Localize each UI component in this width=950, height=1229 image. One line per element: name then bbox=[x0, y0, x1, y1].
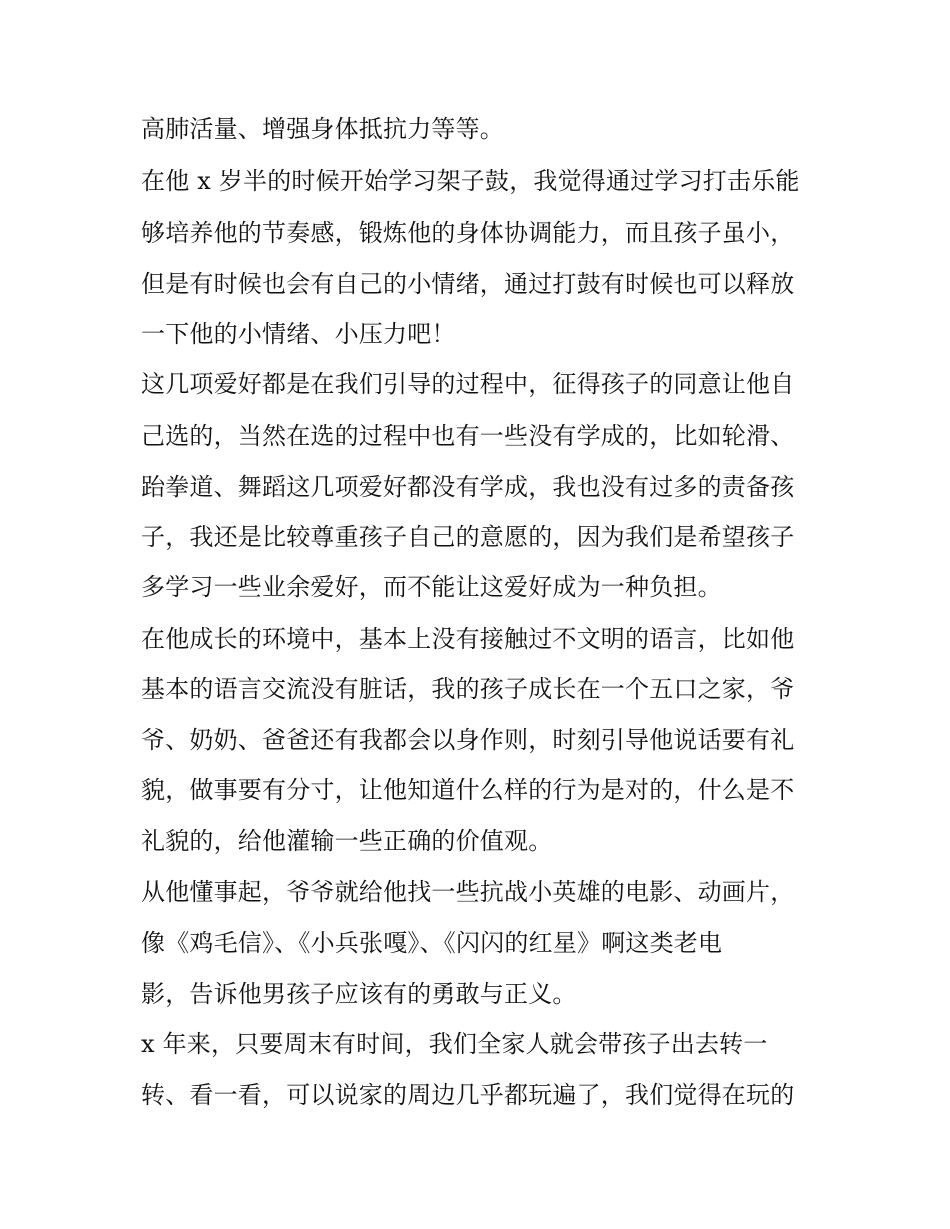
text-line: 多学习一些业余爱好，而不能让这爱好成为一种负担。 bbox=[141, 573, 722, 601]
text-line: 影，告诉他男孩子应该有的勇敢与正义。 bbox=[141, 980, 577, 1008]
text-line: 像《鸡毛信》、《小兵张嘎》、《闪闪的红星》啊这类老电 bbox=[141, 929, 723, 957]
text-line: 在他 x 岁半的时候开始学习架子鼓，我觉得通过学习打击乐能 bbox=[141, 167, 800, 195]
text-line: 高肺活量、增强身体抵抗力等等。 bbox=[141, 115, 504, 143]
text-line: 基本的语言交流没有脏话，我的孩子成长在一个五口之家，爷 bbox=[141, 675, 795, 703]
text-line: 礼貌的，给他灌输一些正确的价值观。 bbox=[141, 827, 553, 855]
text-line: 转、看一看，可以说家的周边几乎都玩遍了，我们觉得在玩的 bbox=[141, 1081, 795, 1109]
text-line: 一下他的小情绪、小压力吧！ bbox=[141, 320, 456, 348]
text-line: x 年来，只要周末有时间，我们全家人就会带孩子出去转一 bbox=[141, 1030, 768, 1058]
text-line: 貌，做事要有分寸，让他知道什么样的行为是对的，什么是不 bbox=[141, 776, 795, 804]
text-line: 跆拳道、舞蹈这几项爱好都没有学成，我也没有过多的责备孩 bbox=[141, 473, 795, 501]
text-line: 这几项爱好都是在我们引导的过程中，征得孩子的同意让他自 bbox=[141, 370, 795, 398]
text-line: 在他成长的环境中，基本上没有接触过不文明的语言，比如他 bbox=[141, 625, 795, 653]
text-line: 子，我还是比较尊重孩子自己的意愿的，因为我们是希望孩子 bbox=[141, 523, 795, 551]
text-line: 己选的，当然在选的过程中也有一些没有学成的，比如轮滑、 bbox=[141, 422, 795, 450]
text-line: 从他懂事起，爷爷就给他找一些抗战小英雄的电影、动画片， bbox=[141, 878, 795, 906]
text-line: 爷、奶奶、爸爸还有我都会以身作则，时刻引导他说话要有礼 bbox=[141, 726, 795, 754]
text-line: 够培养他的节奏感，锻炼他的身体协调能力，而且孩子虽小， bbox=[141, 219, 795, 247]
text-line: 但是有时候也会有自己的小情绪，通过打鼓有时候也可以释放 bbox=[141, 270, 795, 298]
